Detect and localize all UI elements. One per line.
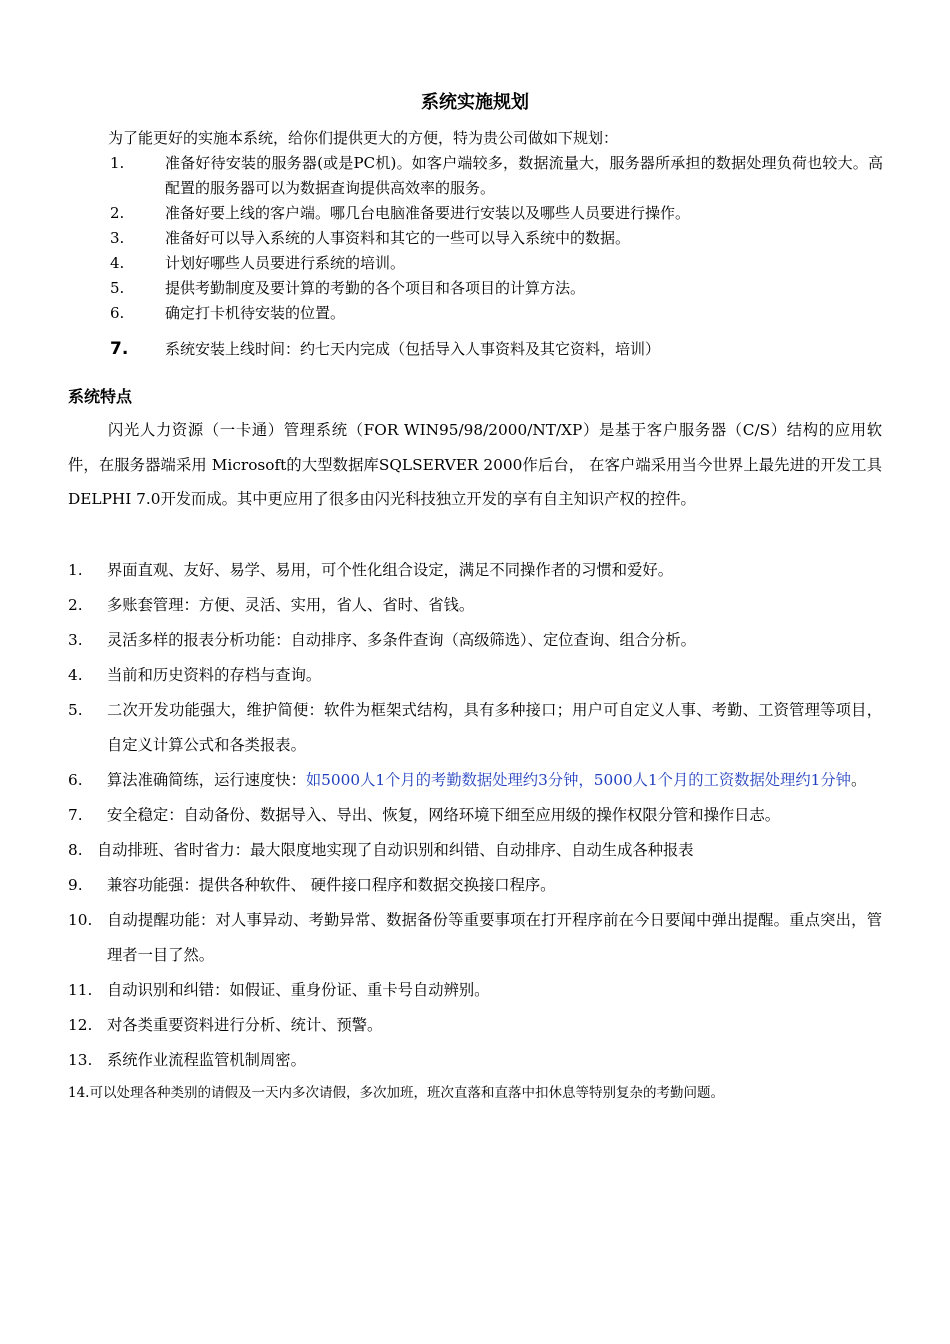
feature-number: 9.	[68, 876, 83, 894]
feature-item	[0, 903, 950, 973]
feature-number: 4.	[68, 666, 83, 684]
feature-text: 兼容功能强：提供各种软件、 硬件接口程序和数据交换接口程序。	[107, 876, 556, 894]
feature-number: 11.	[68, 981, 93, 999]
feature-text	[68, 1078, 888, 1108]
feature-number: 5.	[68, 701, 83, 719]
plan-item-text: 准备好待安装的服务器(或是PC机)。如客户端较多，数据流量大，服务器所承担的数据处理负荷也较大。高配置的服务器可以为数据查询提供高效率的服务。	[165, 154, 883, 197]
feature-text: 当前和历史资料的存档与查询。	[107, 666, 322, 684]
feature-text-body: 可以处理各种类别的请假及一天内多次请假，多次加班，班次直落和直落中扣休息等特别复杂的考勤问题。	[89, 1085, 724, 1101]
feature-text: 自动识别和纠错：如假证、重身份证、重卡号自动辨别。	[107, 981, 490, 999]
features-heading: 系统特点	[68, 387, 133, 406]
plan-item-number: 3.	[110, 229, 125, 247]
feature-number: 3.	[68, 631, 83, 649]
feature-number: 6.	[68, 771, 83, 789]
feature-text-tail: 。	[850, 771, 867, 789]
feature-text: 多账套管理：方便、灵活、实用，省人、省时、省钱。	[107, 596, 475, 614]
feature-item	[0, 868, 950, 903]
feature-number: 8.	[68, 841, 83, 859]
plan-item-number: 2.	[110, 204, 125, 222]
plan-item-number: 6.	[110, 304, 125, 322]
feature-number: 14.	[68, 1085, 90, 1101]
feature-number: 13.	[68, 1051, 93, 1069]
feature-item	[0, 693, 950, 763]
plan-item-text: 确定打卡机待安装的位置。	[165, 304, 346, 322]
plan-item-text: 准备好要上线的客户端。哪几台电脑准备要进行安装以及哪些人员要进行操作。	[165, 204, 691, 222]
plan-item-text: 提供考勤制度及要计算的考勤的各个项目和各项目的计算方法。	[165, 279, 586, 297]
features-list	[0, 553, 950, 1108]
document-title: 系统实施规划	[421, 92, 529, 113]
plan-item-number: 7.	[110, 339, 129, 359]
feature-text: 自动提醒功能：对人事异动、考勤异常、数据备份等重要事项在打开程序前在今日要闻中弹出提醒。重点突出，管理者一目了然。	[107, 911, 882, 964]
feature-text: 界面直观、友好、易学、易用，可个性化组合设定，满足不同操作者的习惯和爱好。	[107, 561, 673, 579]
feature-text: 自动排班、省时省力：最大限度地实现了自动识别和纠错、自动排序、自动生成各种报表	[97, 841, 694, 859]
feature-item	[0, 763, 950, 798]
feature-item	[0, 1043, 950, 1078]
feature-text: 二次开发功能强大，维护简便：软件为框架式结构，具有多种接口；用户可自定义人事、考勤、工资管理等项目， 自定义计算公式和各类报表。	[107, 701, 882, 754]
plan-item	[0, 201, 950, 226]
features-paragraph: 闪光人力资源（一卡通）管理系统（FOR WIN95/98/2000/NT/XP）是基于客户服务器（C/S）结构的应用软件，在服务器端采用 Microsoft的大型数据库SQLSERVER 2000作后台， 在客户端采用当今世界上最先进的开发工具DELPHI 7.0开发而成。其中更应用了很多由闪光科技独立开发的享有自主知识产权的控件。	[68, 421, 882, 508]
plan-item	[0, 226, 950, 251]
plan-item-text: 系统安装上线时间：约七天内完成（包括导入人事资料及其它资料，培训）	[165, 340, 661, 358]
feature-item	[0, 623, 950, 658]
plan-item	[0, 276, 950, 301]
plan-item-text: 准备好可以导入系统的人事资料和其它的一些可以导入系统中的数据。	[165, 229, 631, 247]
feature-item	[0, 553, 950, 588]
feature-item	[0, 833, 950, 868]
feature-text: 系统作业流程监管机制周密。	[107, 1051, 306, 1069]
feature-number: 7.	[68, 806, 83, 824]
plan-list	[0, 151, 950, 362]
feature-text-lead: 算法准确简练，运行速度快：	[107, 771, 306, 789]
feature-item	[0, 1078, 950, 1108]
feature-item	[0, 798, 950, 833]
feature-text: 灵活多样的报表分析功能：自动排序、多条件查询（高级筛选）、定位查询、组合分析。	[107, 631, 696, 649]
feature-number: 2.	[68, 596, 83, 614]
feature-text: 对各类重要资料进行分析、统计、预警。	[107, 1016, 383, 1034]
feature-number: 1.	[68, 561, 83, 579]
plan-item	[0, 301, 950, 326]
plan-item-number: 1.	[110, 154, 125, 172]
feature-number: 10.	[68, 911, 93, 929]
plan-item	[0, 337, 950, 362]
feature-item	[0, 658, 950, 693]
feature-number: 12.	[68, 1016, 93, 1034]
feature-text: 安全稳定：自动备份、数据导入、导出、恢复，网络环境下细至应用级的操作权限分管和操作日志。	[107, 806, 781, 824]
feature-item	[0, 588, 950, 623]
feature-item	[0, 973, 950, 1008]
plan-item-number: 5.	[110, 279, 125, 297]
plan-item	[0, 251, 950, 276]
plan-item	[0, 151, 950, 201]
intro-text: 为了能更好的实施本系统，给你们提供更大的方便，特为贵公司做如下规划：	[108, 129, 619, 147]
feature-highlight-text: 如5000人1个月的考勤数据处理约3分钟，5000人1个月的工资数据处理约1分钟	[305, 771, 851, 789]
feature-item	[0, 1008, 950, 1043]
feature-text	[107, 763, 882, 798]
plan-item-text: 计划好哪些人员要进行系统的培训。	[165, 254, 406, 272]
plan-item-number: 4.	[110, 254, 125, 272]
